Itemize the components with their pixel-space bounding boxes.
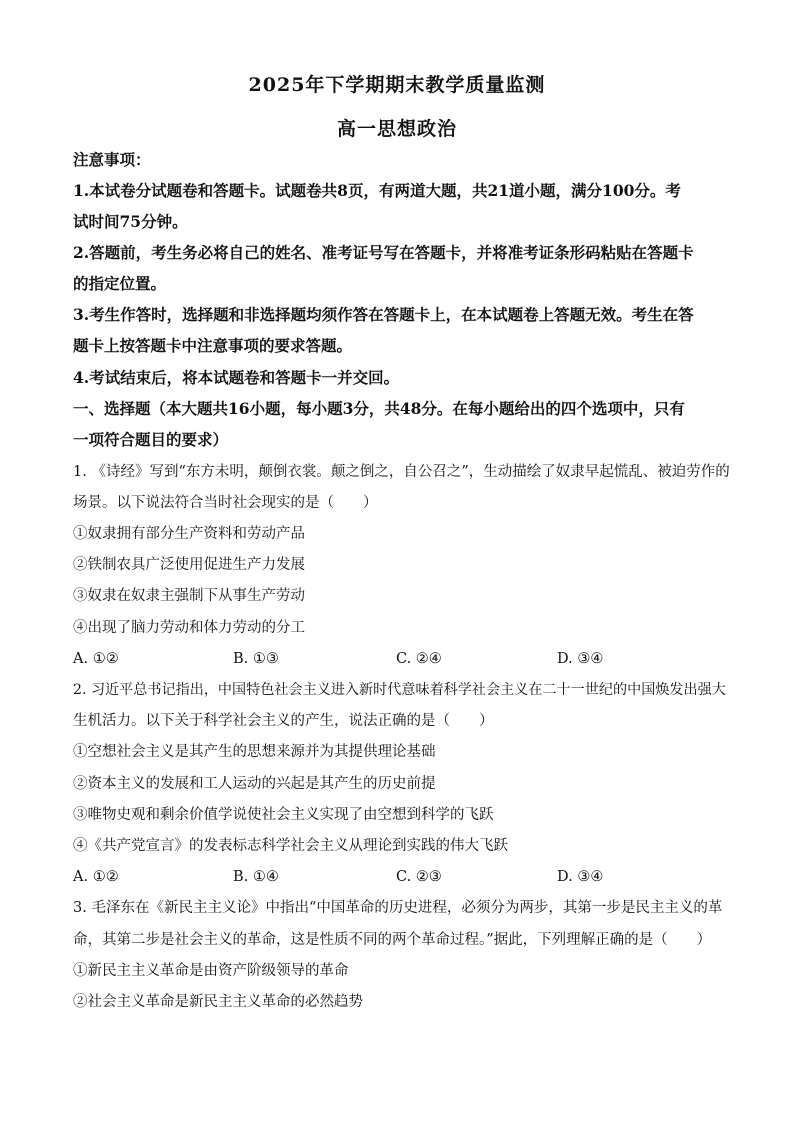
question-statement: ①奴隶拥有部分生产资料和劳动产品 <box>73 526 305 542</box>
answer-option: D. ③④ <box>557 651 604 667</box>
answer-option: A. ①② <box>73 869 119 885</box>
question-statement: ④出现了脑力劳动和体力劳动的分工 <box>73 620 305 636</box>
section-heading: 一、选择题（本大题共16小题，每小题3分，共48分。在每小题给出的四个选项中，只有 <box>73 399 685 418</box>
question-statement: ②社会主义革命是新民主主义革命的必然趋势 <box>73 994 363 1010</box>
question-statement: ①新民主主义革命是由资产阶级领导的革命 <box>73 963 349 979</box>
notice-line: 2.答题前，考生务必将自己的姓名、准考证号写在答题卡，并将准考证条形码粘贴在答题卡 <box>73 243 694 262</box>
answer-option: C. ②③ <box>396 869 442 885</box>
answer-option: A. ①② <box>73 651 119 667</box>
notice-line: 4.考试结束后，将本试题卷和答题卡一并交回。 <box>73 368 400 387</box>
answer-option: B. ①④ <box>233 869 279 885</box>
question-statement: ④《共产党宣言》的发表标志科学社会主义从理论到实践的伟大飞跃 <box>73 838 508 854</box>
question-stem: 生机活力。以下关于科学社会主义的产生，说法正确的是（ ） <box>73 713 494 729</box>
answer-option: D. ③④ <box>557 869 604 885</box>
notice-line: 1.本试卷分试题卷和答题卡。试题卷共8页，有两道大题，共21道小题，满分100分。考 <box>73 181 681 200</box>
question-stem: 命，其第二步是社会主义的革命，这是性质不同的两个革命过程。”据此，下列理解正确的是（ ） <box>73 932 712 948</box>
question-stem: 1. 《诗经》写到“东方未明，颠倒衣裳。颠之倒之，自公召之”，生动描绘了奴隶早起慌乱、被迫劳作的 <box>73 464 730 480</box>
question-statement: ③唯物史观和剩余价值学说使社会主义实现了由空想到科学的飞跃 <box>73 807 494 823</box>
exam-title: 2025年下学期期末教学质量监测 <box>248 74 546 96</box>
question-statement: ③奴隶在奴隶主强制下从事生产劳动 <box>73 588 305 604</box>
question-stem: 2. 习近平总书记指出，中国特色社会主义进入新时代意味着科学社会主义在二十一世纪的中国焕发出强大 <box>73 682 726 698</box>
notice-line: 试时间75分钟。 <box>73 212 188 231</box>
exam-subject: 高一思想政治 <box>336 118 457 140</box>
question-stem: 3. 毛泽东在《新民主主义论》中指出“中国革命的历史进程，必须分为两步，其第一步是民主主义的革 <box>73 900 723 916</box>
question-statement: ①空想社会主义是其产生的思想来源并为其提供理论基础 <box>73 744 436 760</box>
question-statement: ②资本主义的发展和工人运动的兴起是其产生的历史前提 <box>73 776 436 792</box>
section-heading-cont: 一项符合题目的要求） <box>73 430 229 449</box>
notice-line: 的指定位置。 <box>73 274 167 293</box>
notice-line: 题卡上按答题卡中注意事项的要求答题。 <box>73 336 353 355</box>
notice-heading: 注意事项： <box>73 150 151 169</box>
notice-line: 3.考生作答时，选择题和非选择题均须作答在答题卡上，在本试题卷上答题无效。考生在答 <box>73 305 694 324</box>
question-statement: ②铁制农具广泛使用促进生产力发展 <box>73 557 305 573</box>
question-stem: 场景。以下说法符合当时社会现实的是（ ） <box>73 495 378 511</box>
answer-option: C. ②④ <box>396 651 442 667</box>
answer-option: B. ①③ <box>233 651 279 667</box>
